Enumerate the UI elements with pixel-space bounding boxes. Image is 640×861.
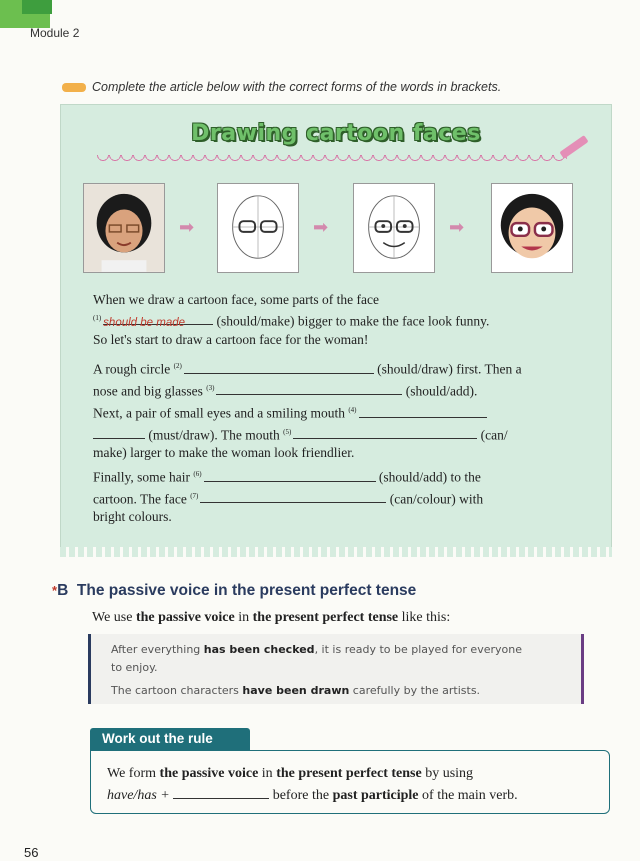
example-answer: should be made (103, 316, 186, 329)
sketch-step-2 (353, 183, 435, 273)
blank-number-7: (7) (190, 491, 199, 500)
p1-rest: (should/make) bigger to make the face look funny. (216, 313, 490, 329)
section-b-heading (52, 582, 416, 600)
blank-number-4: (4) (348, 406, 357, 414)
rule-bold: the present perfect tense (276, 766, 422, 781)
answer-blank-4-cont[interactable] (93, 427, 145, 439)
paragraph-2 (93, 357, 583, 400)
rule-line-2 (107, 785, 593, 807)
p2-line2 (93, 379, 583, 401)
corner-accent-dark (22, 0, 52, 14)
example-text: The cartoon characters (111, 684, 243, 697)
rule-bold: past participle (332, 788, 419, 803)
rule-text: by using (421, 766, 474, 781)
intro-bold: the passive voice (135, 610, 235, 625)
paragraph-4 (93, 465, 583, 526)
star-marker: * (52, 583, 58, 598)
blank-number-1: (1) (93, 314, 102, 322)
p2-line1 (93, 357, 583, 379)
scallop-border (97, 155, 567, 163)
example-bold: has been checked (203, 643, 315, 656)
example-bold: have been drawn (242, 684, 350, 697)
arrow-icon: ➡ (179, 217, 195, 237)
rule-text: of the main verb. (418, 788, 518, 803)
page-number: 56 (24, 845, 39, 860)
article-panel (60, 104, 612, 552)
rule-box (90, 750, 610, 814)
intro-text: like this: (398, 610, 451, 625)
rule-italic: have/has + (107, 788, 170, 803)
p4-text-d: (can/colour) with (389, 491, 484, 506)
p2-text-b: (should/draw) first. Then a (377, 361, 522, 377)
rule-text: before the (272, 788, 333, 803)
example-text: to enjoy. (111, 661, 158, 674)
cartoon-result (491, 183, 573, 273)
p4-line3: bright colours. (93, 509, 172, 524)
section-title: The passive voice in the present perfect tense (76, 582, 417, 599)
intro-text: We use (92, 610, 136, 625)
blank-number-6: (6) (193, 470, 202, 478)
p1-line1: When we draw a cartoon face, some parts of the face (93, 292, 379, 307)
example-text: After everything (111, 643, 204, 656)
p4-text-a: Finally, some hair (93, 469, 190, 485)
rule-bold: the passive voice (159, 766, 259, 781)
p3-line1 (93, 401, 583, 423)
p1-line2 (93, 309, 583, 331)
instruction (62, 80, 501, 94)
arrow-icon: ➡ (313, 217, 329, 237)
paragraph-3 (93, 401, 583, 462)
torn-edge (60, 547, 612, 557)
p3-text-c: (can/ (480, 427, 508, 442)
p3-line2 (93, 423, 583, 445)
blank-number-2: (2) (173, 362, 182, 370)
photo-woman (83, 183, 165, 273)
article-title: Drawing cartoon faces (191, 121, 481, 146)
p4-line1 (93, 465, 583, 487)
blank-number-5: (5) (283, 427, 292, 436)
p3-text-a: Next, a pair of small eyes and a smiling mouth (93, 405, 345, 421)
section-b-intro (92, 610, 450, 626)
example-2 (111, 682, 571, 700)
sketch-step-1 (217, 183, 299, 273)
p3-line3: make) larger to make the woman look friendlier. (93, 445, 355, 460)
rule-tab: Work out the rule (90, 728, 250, 750)
p1-line3: So let's start to draw a cartoon face for the woman! (93, 331, 369, 347)
rule-text: in (258, 766, 277, 781)
module-label: Module 2 (30, 26, 80, 40)
answer-blank-3[interactable] (216, 383, 402, 395)
rule-line-1 (107, 763, 593, 785)
p2-text-d: (should/add). (405, 383, 478, 398)
answer-blank-6[interactable] (204, 470, 376, 482)
example-box (88, 634, 584, 704)
instruction-bullet-icon (62, 83, 86, 92)
answer-blank-1[interactable] (103, 313, 213, 329)
rule-answer-blank[interactable] (173, 787, 269, 799)
intro-bold: the present perfect tense (252, 610, 399, 625)
drawing-steps (83, 183, 595, 275)
answer-blank-5[interactable] (293, 427, 477, 439)
answer-blank-2[interactable] (184, 362, 374, 374)
p4-text-c: cartoon. The face (93, 491, 187, 506)
example-text: , it is ready to be played for everyone (314, 643, 522, 656)
rule-text: We form (107, 766, 160, 781)
example-1 (111, 641, 571, 677)
p2-text-a: A rough circle (93, 361, 171, 377)
intro-text: in (234, 610, 253, 625)
instruction-text: Complete the article below with the correct forms of the words in brackets. (92, 80, 502, 94)
answer-blank-7[interactable] (200, 491, 386, 503)
p2-text-c: nose and big glasses (93, 383, 203, 398)
p4-line2 (93, 487, 583, 509)
arrow-icon: ➡ (449, 217, 465, 237)
p4-text-b: (should/add) to the (378, 469, 481, 485)
p3-text-b: (must/draw). The mouth (148, 427, 280, 442)
example-text: carefully by the artists. (349, 684, 481, 697)
answer-blank-4[interactable] (359, 406, 487, 418)
section-letter: B (57, 582, 69, 599)
blank-number-3: (3) (206, 383, 215, 392)
paragraph-1 (93, 291, 583, 349)
